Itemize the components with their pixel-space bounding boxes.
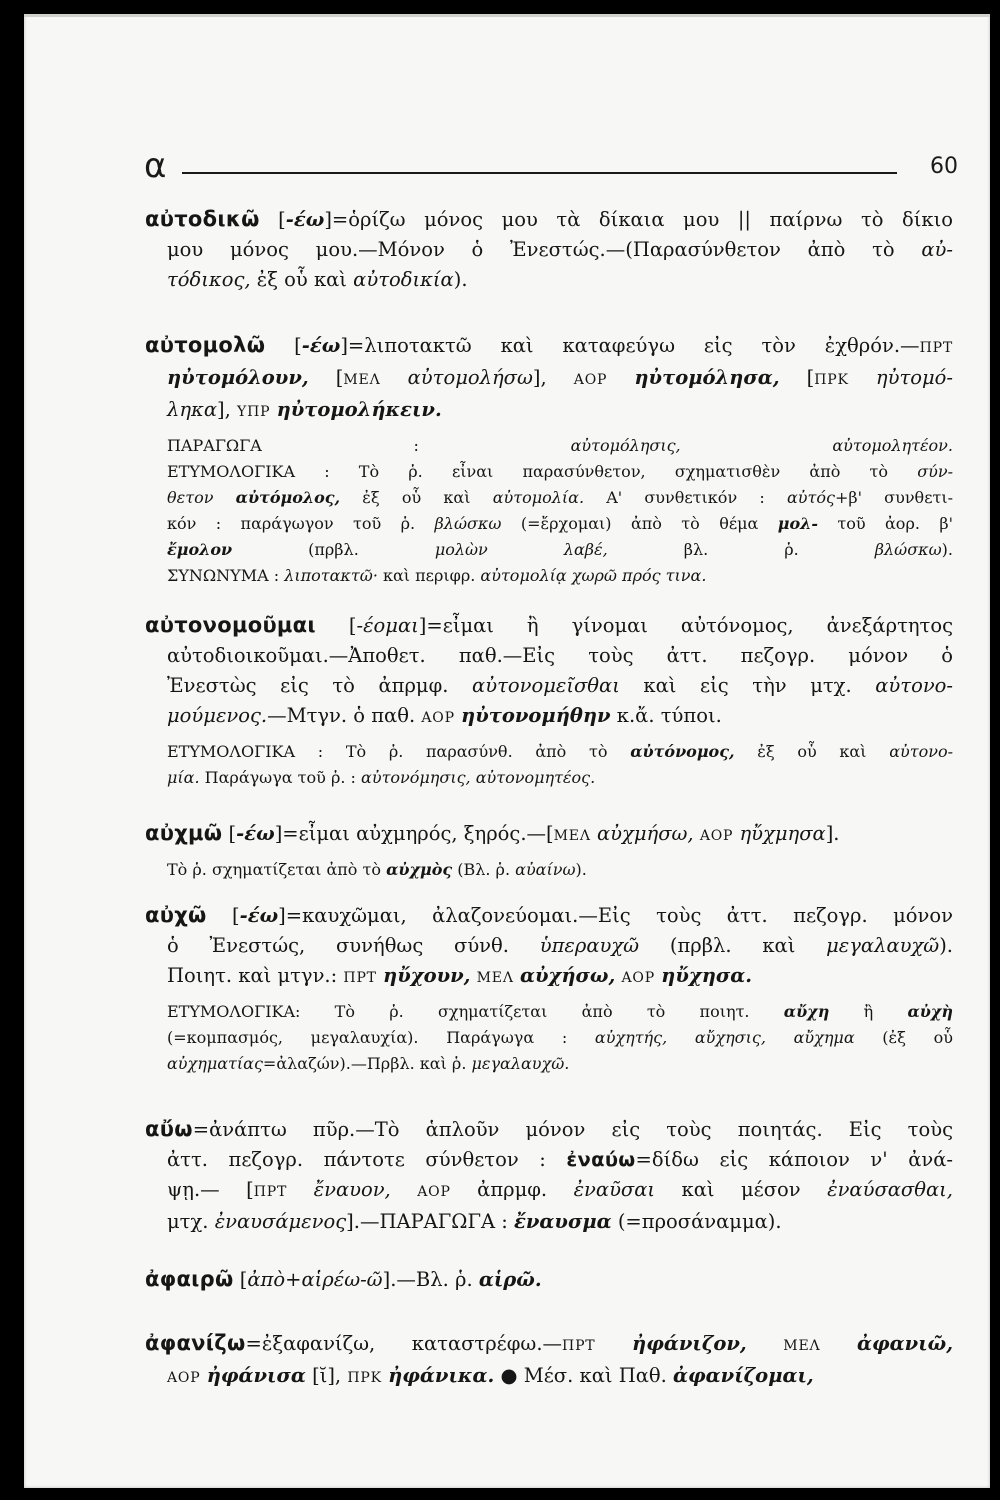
text-segment: ἐξ οὗ καὶ xyxy=(250,268,354,291)
text-segment: αὐχὴ xyxy=(907,1002,954,1021)
text-segment: (=ἔρχομαι) ἀπὸ τὸ θέμα xyxy=(501,514,778,533)
text-segment: (πρβλ. xyxy=(232,540,435,559)
text-segment: (=κομπασμός, μεγαλαυχία). Παράγωγα : xyxy=(167,1028,595,1047)
text-segment: =ἀνάπτω πῦρ.—Τὸ ἁπλοῦν μόνον εἰς τοὺς ποιητάς. Εἰς τοὺς xyxy=(192,1118,953,1141)
text-segment: κόν : παράγωγον τοῦ ῥ. xyxy=(167,514,435,533)
text-segment: αὐχήσω, xyxy=(520,964,616,987)
text-segment: ● Μέσ. καὶ Παθ. xyxy=(494,1364,674,1387)
page-top-edge xyxy=(24,14,990,17)
text-segment: τόδικος, xyxy=(167,268,251,291)
text-segment: ἀττ. πεζογρ. πάντοτε σύνθετον : xyxy=(167,1148,567,1171)
text-segment: ἐναύσασθαι, xyxy=(827,1178,953,1201)
text-segment: ΑΟΡ xyxy=(167,1370,201,1386)
text-segment: ἠφάνιζον, xyxy=(632,1332,747,1355)
text-segment: καὶ περιφρ. xyxy=(377,566,481,585)
text-segment: ἢ xyxy=(829,1002,908,1021)
text-segment: αὔχη xyxy=(783,1002,830,1021)
text-segment: (πρβλ. καὶ xyxy=(639,934,827,957)
text-segment: ΠΡΤ xyxy=(343,970,377,986)
entry-line xyxy=(145,1175,953,1207)
text-segment: Παράγωγα τοῦ ῥ. : xyxy=(199,768,362,787)
entry-line xyxy=(145,1114,953,1145)
headword: αὐχῶ xyxy=(145,903,207,927)
text-segment: αὐχηματίας xyxy=(167,1054,263,1073)
text-segment xyxy=(381,366,408,389)
text-segment: ηὔχμησα xyxy=(739,822,826,845)
text-segment: ηὐτονομήθην xyxy=(461,704,611,727)
text-segment: ]=καυχῶμαι, ἀλαζονεύομαι.—Εἰς τοὺς ἀττ. πεζογρ. μόνον xyxy=(278,904,953,927)
dictionary-entry xyxy=(145,818,953,883)
text-segment: αὐτονόμησις, αὐτονομητέος. xyxy=(361,768,596,787)
headword: αὔω xyxy=(145,1117,193,1141)
text-segment: ληκα xyxy=(167,398,217,421)
headword: αὐτομολῶ xyxy=(145,333,266,357)
text-segment: αὐτομόλησις, αὐτομολητέον. xyxy=(570,436,953,455)
text-segment: ἐναυσάμενος xyxy=(214,1210,347,1233)
text-segment: ]=εἶμαι ἢ γίνομαι αὐτόνομος, ἀνεξάρτητος xyxy=(418,614,953,637)
text-segment: ΣΥΝΩΝΥΜΑ : xyxy=(167,566,285,585)
text-segment: ὁ Ἐνεστώς, συνήθως σύνθ. xyxy=(167,934,540,957)
text-segment: ἔναυσμα xyxy=(514,1210,612,1233)
text-segment: ΑΟΡ xyxy=(699,828,734,844)
entry-subline xyxy=(145,1025,953,1051)
text-segment: ἐξ οὗ καὶ xyxy=(340,488,493,507)
text-segment: μολὼν λαβέ, xyxy=(434,540,608,559)
entry-subline xyxy=(145,563,953,589)
book-page xyxy=(24,14,990,1488)
entry-line xyxy=(145,1264,953,1295)
entry-subline xyxy=(145,999,953,1025)
headword: αὐχμῶ xyxy=(145,821,223,845)
text-segment: ].—Βλ. ῥ. xyxy=(382,1268,479,1291)
text-segment: ἠφάνικα. xyxy=(388,1364,495,1387)
text-segment: ηὐτομόλουν, xyxy=(167,366,309,389)
text-segment: μούμενος. xyxy=(167,704,268,727)
text-segment: [ xyxy=(779,366,815,389)
text-segment: μου μόνος μου.—Μόνον ὁ Ἐνεστώς.—(Παρασύνθετον ἀπὸ τὸ xyxy=(167,238,922,261)
dictionary-entry xyxy=(145,204,953,295)
text-segment: ηὐτομό- xyxy=(875,366,953,389)
running-head xyxy=(144,146,958,194)
text-segment: -έω xyxy=(285,208,325,231)
text-segment: ). xyxy=(575,860,587,879)
text-segment: λιποτακτῶ· xyxy=(284,566,378,585)
text-segment: [ xyxy=(315,614,357,637)
entry-line xyxy=(145,1145,953,1175)
headword: αὐτονομοῦμαι xyxy=(145,613,316,637)
entry-subline xyxy=(145,857,953,883)
text-segment: αὐ- xyxy=(921,238,953,261)
text-segment: ΜΕΛ xyxy=(476,970,514,986)
entry-line xyxy=(145,1361,953,1393)
dictionary-entry xyxy=(145,1114,953,1237)
entry-line xyxy=(145,641,953,671)
text-segment: [ῐ], xyxy=(305,1364,348,1387)
text-segment: [ xyxy=(265,334,302,357)
text-segment: -έω xyxy=(301,334,341,357)
text-segment: ἀπὸ xyxy=(247,1268,286,1291)
dictionary-entry xyxy=(145,330,953,589)
text-segment: [ xyxy=(308,366,344,389)
text-segment: ΠΡΤ xyxy=(919,340,953,356)
text-segment: —Μτγν. ὁ παθ. xyxy=(267,704,422,727)
text-segment: μολ- xyxy=(777,514,818,533)
text-segment: ], xyxy=(217,398,238,421)
entry-line xyxy=(145,1207,953,1237)
text-segment: [ xyxy=(206,904,240,927)
text-segment: αὐτονο- xyxy=(875,674,953,697)
entry-line xyxy=(145,265,953,295)
text-segment: [ xyxy=(233,1268,248,1291)
text-segment: αἱρέω-ῶ xyxy=(301,1268,383,1291)
text-segment: ἐναύω xyxy=(566,1148,636,1171)
text-segment: ΕΤΥΜΟΛΟΓΙΚΑ : Τὸ ῥ. παρασύνθ. ἀπὸ τὸ xyxy=(167,742,631,761)
text-segment: ). xyxy=(941,540,953,559)
text-segment: =ἐξαφανίζω, καταστρέφω.— xyxy=(245,1332,563,1355)
text-segment: ἠφάνισα xyxy=(206,1364,306,1387)
text-segment: αὐχητής, αὔχησις, αὔχημα xyxy=(594,1028,855,1047)
dictionary-entry xyxy=(145,610,953,791)
text-segment: ΜΕΛ xyxy=(783,1338,821,1354)
text-segment: [ xyxy=(222,822,237,845)
text-segment: ].—ΠΑΡΑΓΩΓΑ : xyxy=(346,1210,515,1233)
text-segment: σύν- xyxy=(917,462,953,481)
text-segment xyxy=(287,1178,313,1201)
text-segment: [ xyxy=(259,208,286,231)
text-segment: αἱρῶ. xyxy=(478,1268,542,1291)
text-segment: ΠΡΤ xyxy=(562,1338,596,1354)
text-segment: + xyxy=(285,1268,302,1291)
text-segment: αὐτονομεῖσθαι xyxy=(472,674,620,697)
text-segment: ΑΟΡ xyxy=(573,372,608,388)
text-segment: αὐχμήσω, xyxy=(597,822,694,845)
text-segment: βλώσκω xyxy=(434,514,502,533)
text-segment: βλώσκω xyxy=(874,540,942,559)
entry-subline xyxy=(145,765,953,791)
entry-line xyxy=(145,330,953,363)
text-segment: ). xyxy=(453,268,468,291)
text-segment: μεγαλαυχῶ xyxy=(826,934,940,957)
text-segment: ηὔχησα. xyxy=(661,964,753,987)
text-segment: Α' συνθετικόν : xyxy=(584,488,787,507)
headword: ἀφαιρῶ xyxy=(145,1267,234,1291)
text-segment: ΕΤΥΜΟΛΟΓΙΚΑ : Τὸ ῥ. εἶναι παρασύνθετον, σχηματισθὲν ἀπὸ τὸ xyxy=(167,462,918,481)
entry-line xyxy=(145,204,953,235)
text-segment: ὑπεραυχῶ xyxy=(539,934,640,957)
text-segment: ], xyxy=(532,366,574,389)
text-segment: αὐτόνομος, xyxy=(630,742,735,761)
entry-subline xyxy=(145,1051,953,1077)
text-segment: ΑΟΡ xyxy=(621,970,655,986)
entry-line xyxy=(145,961,953,993)
entry-subline xyxy=(145,537,953,563)
text-segment: μεγαλαυχῶ. xyxy=(471,1054,570,1073)
text-segment: αὐτός xyxy=(786,488,835,507)
text-segment: +β' συνθετι- xyxy=(834,488,954,507)
text-segment: ἐξ οὗ καὶ xyxy=(734,742,890,761)
text-segment: ἀπρμφ. xyxy=(450,1178,574,1201)
text-segment: τοῦ ἀορ. β' xyxy=(817,514,953,533)
text-segment: -έομαι xyxy=(356,614,419,637)
text-segment xyxy=(849,366,876,389)
entry-line xyxy=(145,900,953,931)
text-segment xyxy=(391,1178,417,1201)
text-segment: ηὔχουν, xyxy=(383,964,471,987)
entry-subline xyxy=(145,485,953,511)
text-segment: ]=εἶμαι αὐχμηρός, ξηρός.—[ xyxy=(274,822,554,845)
text-segment: =δίδω εἰς κάποιον ν' ἀνά- xyxy=(635,1148,953,1171)
text-segment: αὐτομολήσω xyxy=(407,366,533,389)
entry-line xyxy=(145,395,953,427)
text-segment: (ἐξ οὗ xyxy=(854,1028,953,1047)
entry-subline xyxy=(145,433,953,459)
text-segment: ]=ὁρίζω μόνος μου τὰ δίκαια μου || παίρνω τὸ δίκιο xyxy=(324,208,953,231)
dictionary-entry xyxy=(145,1328,953,1393)
header-rule xyxy=(182,172,897,174)
entry-line xyxy=(145,610,953,641)
entry-line xyxy=(145,1328,953,1361)
entry-line xyxy=(145,931,953,961)
text-segment: ΜΕΛ xyxy=(343,372,381,388)
text-segment: ΜΕΛ xyxy=(553,828,591,844)
entry-line xyxy=(145,235,953,265)
text-segment: ΠΡΚ xyxy=(814,372,849,388)
text-segment: αὐτονο- xyxy=(889,742,953,761)
text-segment: ἔμολον xyxy=(167,540,233,559)
text-segment: ψῃ.— [ xyxy=(167,1178,254,1201)
text-segment: καὶ εἰς τὴν μτχ. xyxy=(619,674,876,697)
text-segment xyxy=(820,1332,857,1355)
text-segment: καὶ μέσον xyxy=(655,1178,828,1201)
text-segment: ἔναυον, xyxy=(313,1178,391,1201)
text-segment: ἐναῦσαι xyxy=(573,1178,656,1201)
text-segment: ). xyxy=(939,934,953,957)
text-segment: αὐτομολία. xyxy=(492,488,585,507)
section-letter: α xyxy=(144,146,167,186)
text-segment: ΑΟΡ xyxy=(421,710,455,726)
text-segment: ]. xyxy=(825,822,840,845)
text-segment: -έω xyxy=(236,822,275,845)
text-segment xyxy=(607,366,634,389)
entry-line xyxy=(145,363,953,395)
text-segment: αὐχμὸς xyxy=(386,860,453,879)
text-segment: Ἐνεστὼς εἰς τὸ ἀπρμφ. xyxy=(167,674,473,697)
page-number: 60 xyxy=(930,154,958,179)
text-segment xyxy=(595,1332,632,1355)
text-segment: αὐτομολίᾳ χωρῶ πρός τινα. xyxy=(480,566,707,585)
text-segment: (=προσάναμμα). xyxy=(611,1210,782,1233)
text-segment: -έω xyxy=(239,904,279,927)
text-segment: Τὸ ῥ. σχηματίζεται ἀπὸ τὸ xyxy=(167,860,387,879)
entry-subline xyxy=(145,511,953,537)
text-segment: μτχ. xyxy=(167,1210,215,1233)
dictionary-entry xyxy=(145,1264,953,1295)
text-segment: αὐτοδικία xyxy=(353,268,454,291)
text-segment: ΕΤΥΜΟΛΟΓΙΚΑ: Τὸ ῥ. σχηματίζεται ἀπὸ τὸ ποιητ. xyxy=(167,1002,784,1021)
entry-subline xyxy=(145,459,953,485)
entry-subline xyxy=(145,739,953,765)
text-segment: βλ. ῥ. xyxy=(607,540,875,559)
text-segment: μία. xyxy=(167,768,200,787)
text-segment xyxy=(213,488,235,507)
text-segment: ΥΠΡ xyxy=(237,404,271,420)
text-segment: ηὐτομολήκειν. xyxy=(276,398,442,421)
text-segment: αὐτόμολος, xyxy=(235,488,341,507)
text-segment: θετον xyxy=(167,488,214,507)
text-segment: =ἀλαζών).—Πρβλ. καὶ ῥ. xyxy=(262,1054,472,1073)
text-segment: ΠΑΡΑΓΩΓΑ : xyxy=(167,436,571,455)
text-segment: κ.ἄ. τύποι. xyxy=(610,704,722,727)
entry-line xyxy=(145,818,953,851)
entry-line xyxy=(145,671,953,701)
text-segment: ἀφανιῶ, xyxy=(857,1332,954,1355)
text-segment: ΠΡΚ xyxy=(347,1370,382,1386)
headword: αὐτοδικῶ xyxy=(145,207,260,231)
text-segment: ΑΟΡ xyxy=(417,1184,451,1200)
text-segment: ΠΡΤ xyxy=(253,1184,288,1200)
text-segment: Ποιητ. καὶ μτγν.: xyxy=(167,964,344,987)
text-segment: ]=λιποτακτῶ καὶ καταφεύγω εἰς τὸν ἐχθρόν.— xyxy=(340,334,920,357)
text-segment: ἀφανίζομαι, xyxy=(673,1364,814,1387)
text-segment xyxy=(747,1332,784,1355)
headword: ἀφανίζω xyxy=(145,1331,246,1355)
text-segment: αὐαίνω xyxy=(515,860,576,879)
entry-line xyxy=(145,701,953,733)
text-segment: ηὐτομόλησα, xyxy=(634,366,780,389)
dictionary-entry xyxy=(145,900,953,1077)
text-segment: αὐτοδιοικοῦμαι.—Ἀποθετ. παθ.—Εἰς τοὺς ἀττ. πεζογρ. μόνον ὁ xyxy=(167,644,953,667)
text-segment: (Βλ. ῥ. xyxy=(452,860,516,879)
